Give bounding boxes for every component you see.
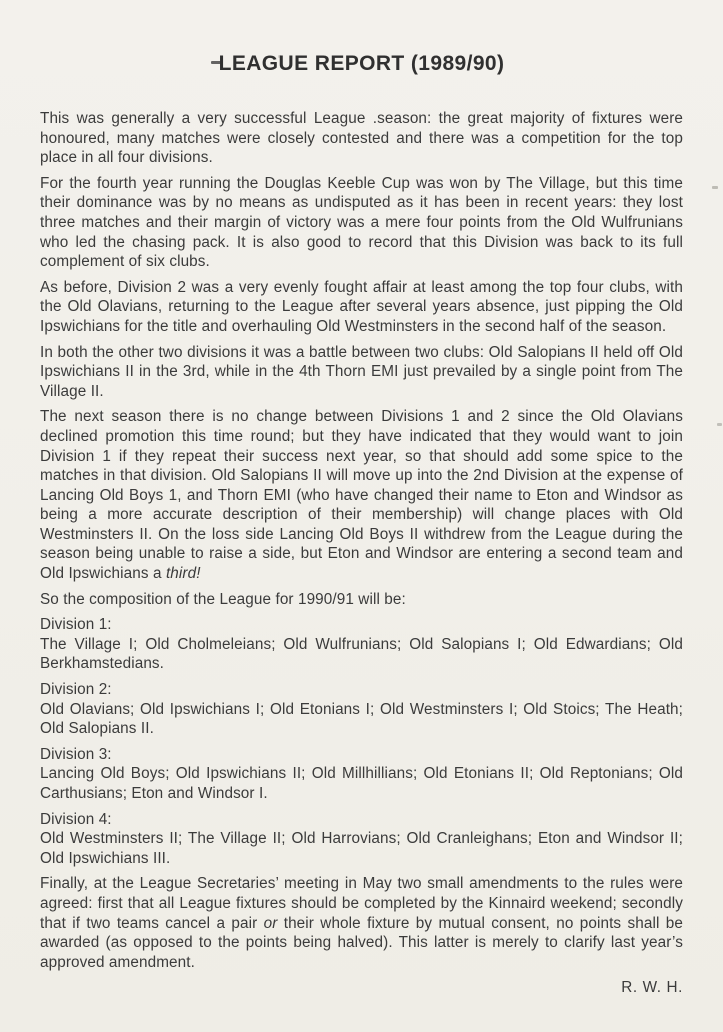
author-initials: R. W. H. — [621, 979, 683, 997]
italic-word-third: third! — [165, 565, 201, 583]
division-2-block — [40, 680, 683, 739]
paragraph-keeble-cup: For the fourth year running the Douglas Keeble Cup was won by The Village, but this time their dominance was by no means as undisputed as it has been in recent years: they lost three matches and their margin of victory was a mere four points from the Old Wulfrunians who led the chasing pack. It is also good to record that this Division was back to its full complement of six clubs. — [40, 174, 683, 271]
division-4-block — [40, 810, 683, 869]
division-teams: Old Westminsters II; The Village II; Old Harrovians; Old Cranleighans; Eton and Windsor II; Old Ipswichians III. — [40, 830, 683, 867]
division-teams: The Village I; Old Cholmeleians; Old Wulfrunians; Old Salopians I; Old Edwardians; Old Berkhamstedians. — [40, 635, 683, 673]
scan-speck — [717, 423, 722, 426]
paragraph-rule-amendments — [40, 874, 683, 972]
paragraph-other-divisions: In both the other two divisions it was a battle between two clubs: Old Salopians II held off Old Ipswichians II in the 3rd, while in the 4th Thorn EMI just prevailed by a single point from The Village II. — [40, 343, 683, 400]
division-1-block — [40, 615, 683, 674]
paragraph-composition-intro: So the composition of the League for 1990/91 will be: — [40, 590, 406, 608]
division-label: Division 3: — [40, 745, 112, 763]
paragraph-text: The next season there is no change between Divisions 1 and 2 since the Old Olavians declined promotion this time round; but they have indicated that they would want to join Division 1 if they repeat their success next year, so that should add some spice to the matches in that division. Old Salopians II will move up into the 2nd Division at the expense of Lancing Old Boys 1, and Thorn EMI (who have changed their name to Eton and Windsor as being a more accurate description of their membership) will change places with Old Westminsters II. On the loss side Lancing Old Boys II withdrew from the League during the season being unable to raise a side, but Eton and Windsor are entering a second team and Old Ipswichians a — [40, 408, 683, 583]
scan-speck — [712, 186, 718, 189]
report-content — [40, 0, 683, 998]
division-teams: Old Olavians; Old Ipswichians I; Old Etonians I; Old Westminsters I; Old Stoics; The Heath; Old Salopians II. — [40, 700, 683, 738]
division-label: Division 1: — [40, 616, 112, 634]
paragraph-division-2: As before, Division 2 was a very evenly fought affair at least among the top four clubs, with the Old Olavians, returning to the League after several years absence, just pipping the Old Ipswichians for the title and overhauling Old Westminsters in the second half of the season. — [40, 278, 683, 335]
italic-word-or: or — [263, 914, 278, 932]
division-label: Division 4: — [40, 810, 112, 828]
paragraph-text: Finally, at the League Secretaries’ meeting in May two small amendments to the rules were agreed: first that all League fixtures should be completed by the Kinnaird weekend; secondly that if two teams cancel a pair — [40, 875, 683, 932]
division-label: Division 2: — [40, 681, 112, 699]
paragraph-season-overview: This was generally a very successful League .season: the great majority of fixtures were honoured, many matches were closely contested and there was a competition for the top place in all four divisions. — [40, 110, 683, 167]
page-title: LEAGUE REPORT (1989/90) — [218, 52, 505, 75]
division-teams: Lancing Old Boys; Old Ipswichians II; Old Millhillians; Old Etonians II; Old Reptonians; Old Carthusians; Eton and Windsor I. — [40, 765, 683, 802]
paragraph-text: their whole fixture by mutual consent, no points shall be awarded (as opposed to the points being halved). This latter is merely to clarify last year’s approved amendment. — [40, 914, 683, 971]
division-3-block — [40, 745, 683, 804]
paragraph-next-season — [40, 407, 683, 583]
